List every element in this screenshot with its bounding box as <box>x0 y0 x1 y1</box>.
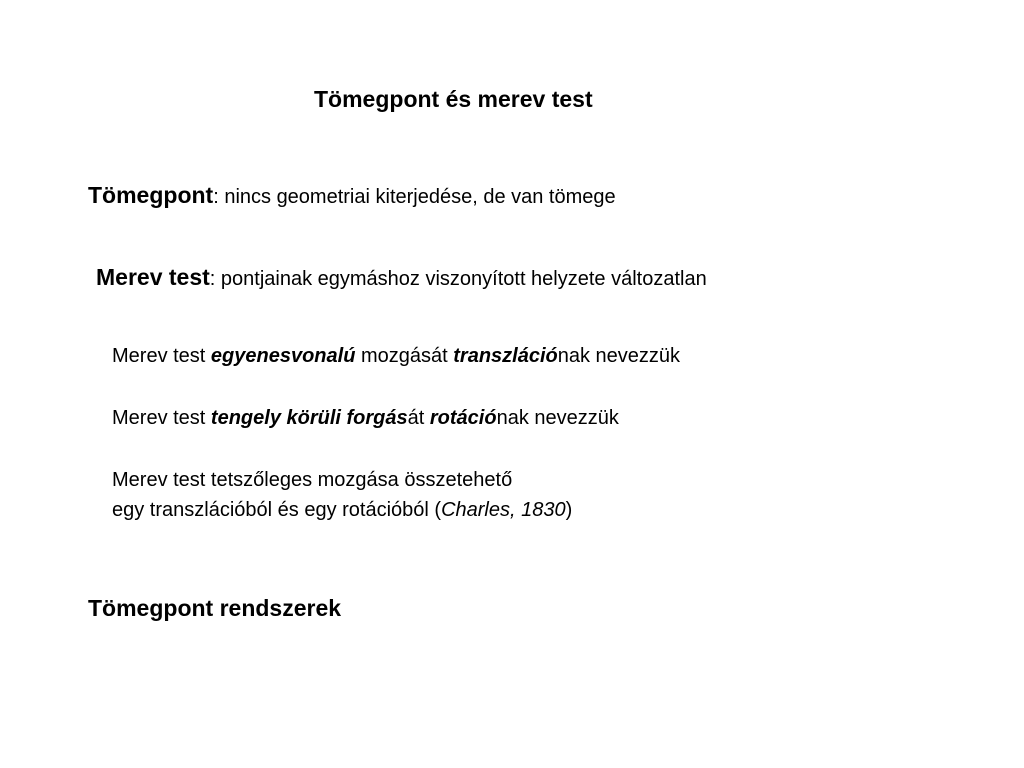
statement-text: nak nevezzük <box>557 345 681 367</box>
statement-emphasis: egyenesvonalú <box>210 345 356 367</box>
definition-text: : pontjainak egymáshoz viszonyított helyzete változatlan <box>209 268 707 290</box>
statement-text: Merev test <box>112 407 211 429</box>
definition-term: Merev test <box>96 264 210 290</box>
definition-mass-point <box>88 182 616 210</box>
statement-composition-line1: Merev test tetszőleges mozgása összetehető <box>112 469 513 491</box>
statement-emphasis: transzláció <box>453 345 558 367</box>
statement-translation <box>112 344 680 368</box>
statement-text: mozgását <box>355 345 454 367</box>
statement-rotation <box>112 406 619 430</box>
statement-text: ) <box>565 499 573 521</box>
statement-emphasis: rotáció <box>429 407 497 429</box>
statement-text: át <box>407 407 430 429</box>
citation: Charles, 1830 <box>441 499 566 521</box>
statement-text: Merev test <box>112 345 211 367</box>
statement-composition-line2 <box>112 498 572 522</box>
definition-term: Tömegpont <box>88 182 214 208</box>
slide-title: Tömegpont és merev test <box>314 86 593 112</box>
statement-text: nak nevezzük <box>496 407 619 429</box>
definition-text: : nincs geometriai kiterjedése, de van tömege <box>213 186 616 208</box>
definition-rigid-body <box>96 264 707 292</box>
statement-emphasis: tengely körüli forgás <box>210 407 408 429</box>
section-heading: Tömegpont rendszerek <box>88 595 342 621</box>
statement-text: egy transzlációból és egy rotációból ( <box>112 499 442 521</box>
